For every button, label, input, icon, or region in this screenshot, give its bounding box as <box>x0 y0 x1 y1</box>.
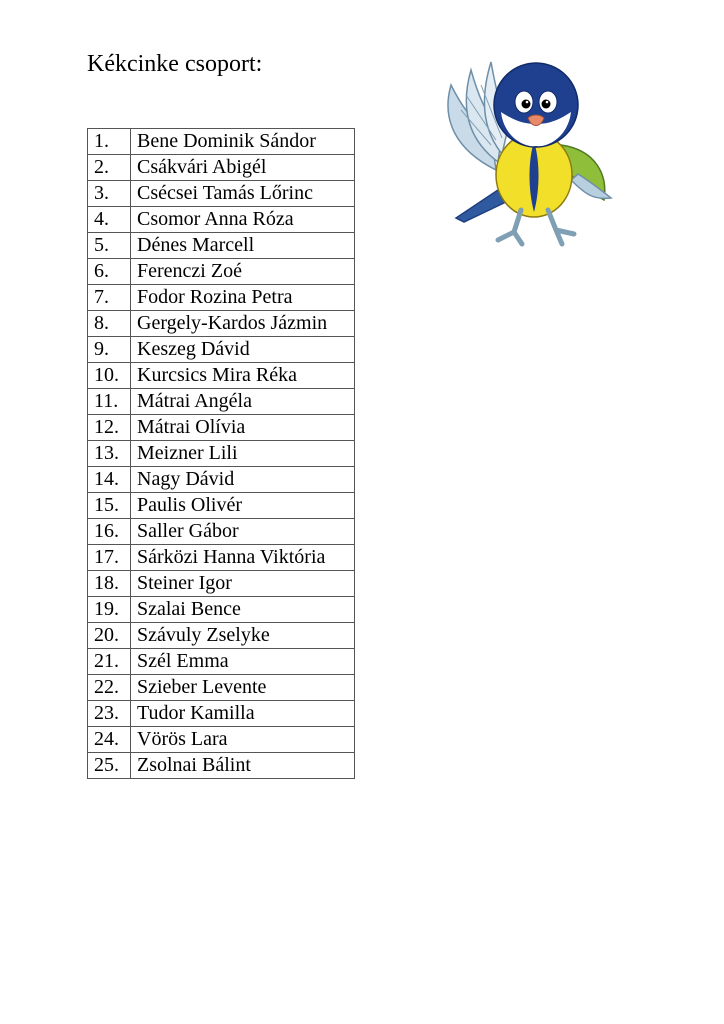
student-name: Szél Emma <box>131 649 355 675</box>
row-number: 11. <box>88 389 131 415</box>
row-number: 7. <box>88 285 131 311</box>
row-number: 1. <box>88 129 131 155</box>
table-row <box>88 207 355 233</box>
student-name: Bene Dominik Sándor <box>131 129 355 155</box>
page-title: Kékcinke csoport: <box>87 51 263 77</box>
table-row <box>88 727 355 753</box>
table-row <box>88 285 355 311</box>
roster-table-body <box>88 129 355 779</box>
roster-table <box>87 128 355 779</box>
student-name: Steiner Igor <box>131 571 355 597</box>
row-number: 12. <box>88 415 131 441</box>
table-row <box>88 753 355 779</box>
table-row <box>88 467 355 493</box>
row-number: 8. <box>88 311 131 337</box>
row-number: 14. <box>88 467 131 493</box>
row-number: 4. <box>88 207 131 233</box>
table-row <box>88 363 355 389</box>
blue-tit-bird-icon <box>436 50 616 250</box>
student-name: Saller Gábor <box>131 519 355 545</box>
row-number: 13. <box>88 441 131 467</box>
table-row <box>88 597 355 623</box>
row-number: 15. <box>88 493 131 519</box>
student-name: Szávuly Zselyke <box>131 623 355 649</box>
student-name: Szalai Bence <box>131 597 355 623</box>
student-name: Csomor Anna Róza <box>131 207 355 233</box>
table-row <box>88 155 355 181</box>
table-row <box>88 441 355 467</box>
student-name: Zsolnai Bálint <box>131 753 355 779</box>
student-name: Csákvári Abigél <box>131 155 355 181</box>
row-number: 22. <box>88 675 131 701</box>
row-number: 23. <box>88 701 131 727</box>
student-name: Nagy Dávid <box>131 467 355 493</box>
row-number: 18. <box>88 571 131 597</box>
table-row <box>88 493 355 519</box>
student-name: Dénes Marcell <box>131 233 355 259</box>
student-name: Fodor Rozina Petra <box>131 285 355 311</box>
table-row <box>88 623 355 649</box>
row-number: 19. <box>88 597 131 623</box>
student-name: Sárközi Hanna Viktória <box>131 545 355 571</box>
table-row <box>88 181 355 207</box>
student-name: Meizner Lili <box>131 441 355 467</box>
student-name: Paulis Olivér <box>131 493 355 519</box>
row-number: 17. <box>88 545 131 571</box>
row-number: 6. <box>88 259 131 285</box>
row-number: 10. <box>88 363 131 389</box>
table-row <box>88 701 355 727</box>
table-row <box>88 649 355 675</box>
table-row <box>88 233 355 259</box>
table-row <box>88 545 355 571</box>
student-name: Ferenczi Zoé <box>131 259 355 285</box>
row-number: 16. <box>88 519 131 545</box>
row-number: 2. <box>88 155 131 181</box>
tail <box>456 190 506 222</box>
student-name: Vörös Lara <box>131 727 355 753</box>
student-name: Mátrai Olívia <box>131 415 355 441</box>
table-row <box>88 337 355 363</box>
row-number: 24. <box>88 727 131 753</box>
table-row <box>88 519 355 545</box>
table-row <box>88 675 355 701</box>
row-number: 20. <box>88 623 131 649</box>
table-row <box>88 389 355 415</box>
student-name: Mátrai Angéla <box>131 389 355 415</box>
student-name: Csécsei Tamás Lőrinc <box>131 181 355 207</box>
table-row <box>88 129 355 155</box>
row-number: 25. <box>88 753 131 779</box>
row-number: 21. <box>88 649 131 675</box>
row-number: 9. <box>88 337 131 363</box>
table-row <box>88 259 355 285</box>
table-row <box>88 311 355 337</box>
student-name: Keszeg Dávid <box>131 337 355 363</box>
row-number: 5. <box>88 233 131 259</box>
student-name: Tudor Kamilla <box>131 701 355 727</box>
row-number: 3. <box>88 181 131 207</box>
student-name: Szieber Levente <box>131 675 355 701</box>
table-row <box>88 571 355 597</box>
student-name: Gergely-Kardos Jázmin <box>131 311 355 337</box>
student-name: Kurcsics Mira Réka <box>131 363 355 389</box>
table-row <box>88 415 355 441</box>
